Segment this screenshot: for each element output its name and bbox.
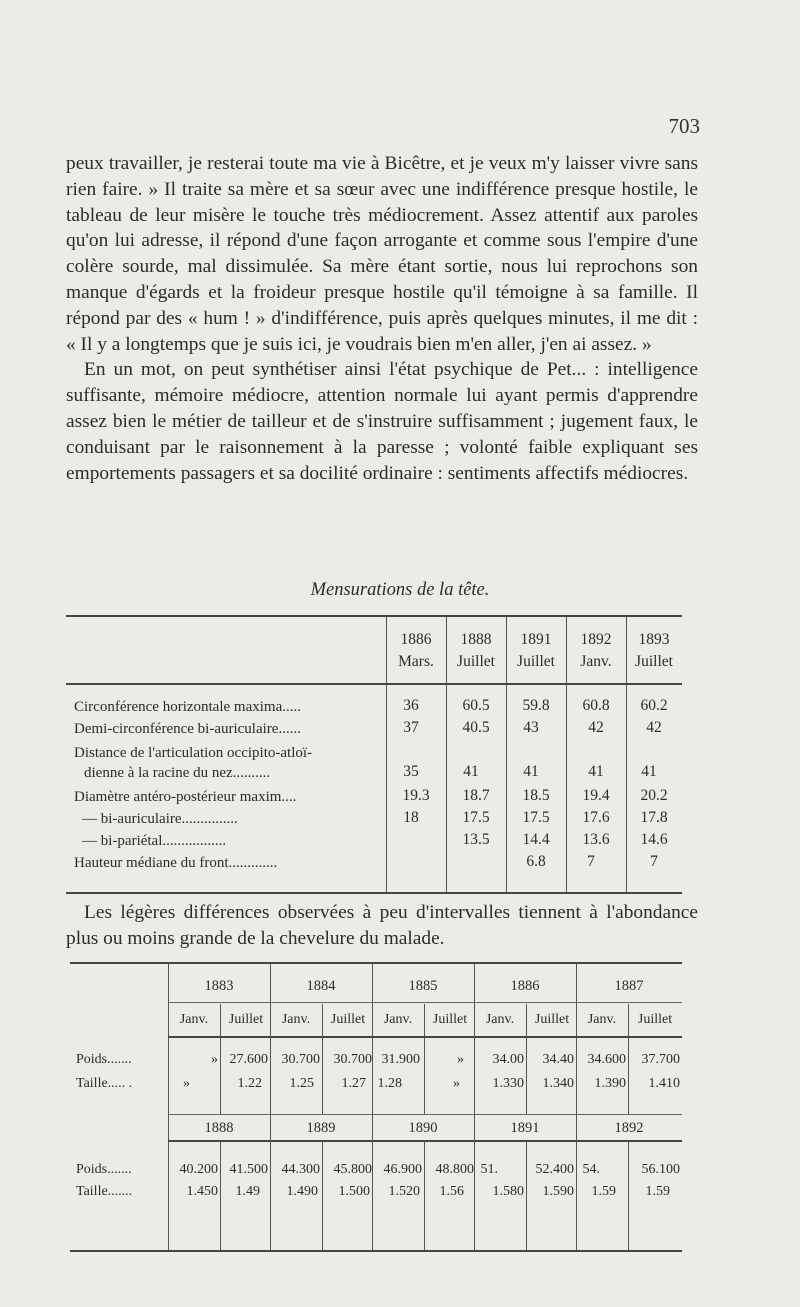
cell: 1.25 xyxy=(289,1076,314,1091)
cell: 30.700 xyxy=(281,1052,320,1067)
row-label: Distance de l'articulation occipito-atloï- xyxy=(74,745,313,761)
cell: 31.900 xyxy=(381,1052,420,1067)
cell: 54. xyxy=(582,1162,600,1177)
year-header: 1888 xyxy=(204,1120,234,1136)
cell: » xyxy=(453,1076,460,1091)
cell: 1.490 xyxy=(286,1184,318,1199)
cell: 40.200 xyxy=(179,1162,218,1177)
cell: 44.300 xyxy=(281,1162,320,1177)
cell: 17.6 xyxy=(582,809,610,826)
col-header: 1888 Juillet xyxy=(457,631,495,670)
month-header: Janv. xyxy=(383,1012,413,1027)
month-header: Juillet xyxy=(637,1012,673,1027)
cell: 1.27 xyxy=(341,1076,366,1091)
cell: » xyxy=(457,1052,464,1067)
cell: » xyxy=(211,1052,218,1067)
cell: 1.450 xyxy=(186,1184,218,1199)
cell: 46.900 xyxy=(383,1162,422,1177)
cell: 13.5 xyxy=(462,831,490,848)
year-header: 1886 xyxy=(510,978,540,994)
year-header: 1884 xyxy=(306,978,336,994)
year-header: 1885 xyxy=(408,978,438,994)
row-label: Demi-circonférence bi-auriculaire...... xyxy=(74,721,301,737)
cell: 1.49 xyxy=(235,1184,260,1199)
col-header: 1893 Juillet xyxy=(635,631,673,670)
year-header: 1889 xyxy=(306,1120,336,1136)
head-measurements-table xyxy=(66,615,682,894)
cell: 17.5 xyxy=(522,809,550,826)
cell: 30.700 xyxy=(333,1052,372,1067)
table-caption: Mensurations de la tête. xyxy=(310,580,490,600)
weight-height-table xyxy=(70,962,682,1252)
cell: 1.390 xyxy=(594,1076,626,1091)
cell: 1.590 xyxy=(542,1184,574,1199)
cell: 18.5 xyxy=(522,787,550,804)
cell: 42 xyxy=(588,719,604,736)
month-header: Janv. xyxy=(587,1012,617,1027)
cell: 56.100 xyxy=(641,1162,680,1177)
cell: 1.410 xyxy=(648,1076,680,1091)
body-text xyxy=(66,900,698,952)
cell: 41 xyxy=(588,763,604,780)
col-header: 1892 Janv. xyxy=(580,631,612,670)
col-header: 1886 Mars. xyxy=(398,631,434,670)
cell: 18.7 xyxy=(462,787,490,804)
cell: 7 xyxy=(587,853,595,870)
cell: 14.6 xyxy=(640,831,668,848)
cell: 41.500 xyxy=(229,1162,268,1177)
month-header: Janv. xyxy=(485,1012,515,1027)
row-label: — bi-pariétal................. xyxy=(82,833,227,849)
cell: 34.00 xyxy=(492,1052,524,1067)
page-number: 703 xyxy=(668,114,700,138)
cell: 60.2 xyxy=(640,697,668,714)
cell: 41 xyxy=(641,763,657,780)
cell: 43 xyxy=(523,719,539,736)
body-text xyxy=(66,151,698,486)
row-label: Poids....... xyxy=(76,1052,132,1067)
year-header: 1883 xyxy=(204,978,234,994)
cell: 34.600 xyxy=(587,1052,626,1067)
cell: 35 xyxy=(403,763,419,780)
cell: 1.59 xyxy=(591,1184,616,1199)
cell: 17.5 xyxy=(462,809,490,826)
row-label: Taille..... . xyxy=(76,1076,133,1091)
cell: 13.6 xyxy=(582,831,610,848)
cell: 37 xyxy=(403,719,419,736)
cell: » xyxy=(183,1076,190,1091)
paragraph: Les légères différences observées à peu d'intervalles tiennent à l'abondance plus ou moins grande de la chevelure du malade. xyxy=(66,902,698,949)
month-header: Juillet xyxy=(432,1012,468,1027)
row-label: Hauteur médiane du front............. xyxy=(74,855,278,871)
cell: 1.22 xyxy=(237,1076,262,1091)
year-header: 1892 xyxy=(614,1120,644,1136)
row-label: Poids....... xyxy=(76,1162,132,1177)
row-label: — bi-auriculaire............... xyxy=(82,811,238,827)
cell: 1.56 xyxy=(439,1184,464,1199)
cell: 20.2 xyxy=(640,787,668,804)
cell: 18 xyxy=(403,809,419,826)
cell: 6.8 xyxy=(526,853,546,870)
cell: 1.330 xyxy=(492,1076,524,1091)
cell: 34.40 xyxy=(542,1052,574,1067)
cell: 51. xyxy=(480,1162,498,1177)
cell: 19.4 xyxy=(582,787,610,804)
cell: 36 xyxy=(403,697,419,714)
paragraph: En un mot, on peut synthétiser ainsi l'état psychique de Pet... : intelligence suffisante, mémoire médiocre, attention normale lui ayant permis d'apprendre assez bien le métier de tailleur et de s'instruire suffisamment ; jugement faux, le conduisant par le raisonnement à la paresse ; volonté faible expliquant ses emportements passagers et sa docilité ordinaire : sentiments affectifs médiocres. xyxy=(66,359,698,484)
year-header: 1891 xyxy=(510,1120,540,1136)
cell: 37.700 xyxy=(641,1052,680,1067)
cell: 14.4 xyxy=(522,831,550,848)
cell: 7 xyxy=(650,853,658,870)
cell: 1.28 xyxy=(377,1076,402,1091)
col-header: 1891 Juillet xyxy=(517,631,555,670)
cell: 40.5 xyxy=(462,719,490,736)
cell: 1.340 xyxy=(542,1076,574,1091)
cell: 45.800 xyxy=(333,1162,372,1177)
cell: 52.400 xyxy=(535,1162,574,1177)
month-header: Juillet xyxy=(534,1012,570,1027)
cell: 60.5 xyxy=(462,697,490,714)
cell: 1.520 xyxy=(388,1184,420,1199)
year-header: 1890 xyxy=(408,1120,438,1136)
month-header: Juillet xyxy=(330,1012,366,1027)
cell: 59.8 xyxy=(522,697,550,714)
cell: 41 xyxy=(463,763,479,780)
row-label: Taille....... xyxy=(76,1184,133,1199)
paragraph: peux travailler, je resterai toute ma vie à Bicêtre, et je veux m'y laisser vivre sans rien faire. » Il traite sa mère et sa sœur avec une indifférence presque hostile, le tableau de leur misère le touche très médiocrement. Assez attentif aux paroles qu'on lui adresse, il répond d'une façon arrogante et comme sous l'empire d'une colère sourde, mal dissimulée. Sa mère étant sortie, nous lui reprochons son manque d'égards et la froideur presque hostile qu'il témoigne à sa famille. Il répond par des « hum ! » d'indifférence, puis après quelques minutes, il me dit : « Il y a longtemps que je suis ici, je voudrais bien m'en aller, j'en ai assez. » xyxy=(66,153,698,355)
cell: 42 xyxy=(646,719,662,736)
month-header: Janv. xyxy=(281,1012,311,1027)
cell: 48.800 xyxy=(435,1162,474,1177)
month-header: Juillet xyxy=(228,1012,264,1027)
cell: 1.59 xyxy=(645,1184,670,1199)
cell: 27.600 xyxy=(229,1052,268,1067)
row-label: Diamètre antéro-postérieur maxim.... xyxy=(74,789,297,805)
cell: 19.3 xyxy=(402,787,430,804)
row-label: Circonférence horizontale maxima..... xyxy=(74,699,301,715)
cell: 41 xyxy=(523,763,539,780)
cell: 1.580 xyxy=(492,1184,524,1199)
row-label: dienne à la racine du nez.......... xyxy=(84,765,271,781)
cell: 1.500 xyxy=(338,1184,370,1199)
year-header: 1887 xyxy=(614,978,644,994)
cell: 60.8 xyxy=(582,697,610,714)
cell: 17.8 xyxy=(640,809,668,826)
month-header: Janv. xyxy=(179,1012,209,1027)
